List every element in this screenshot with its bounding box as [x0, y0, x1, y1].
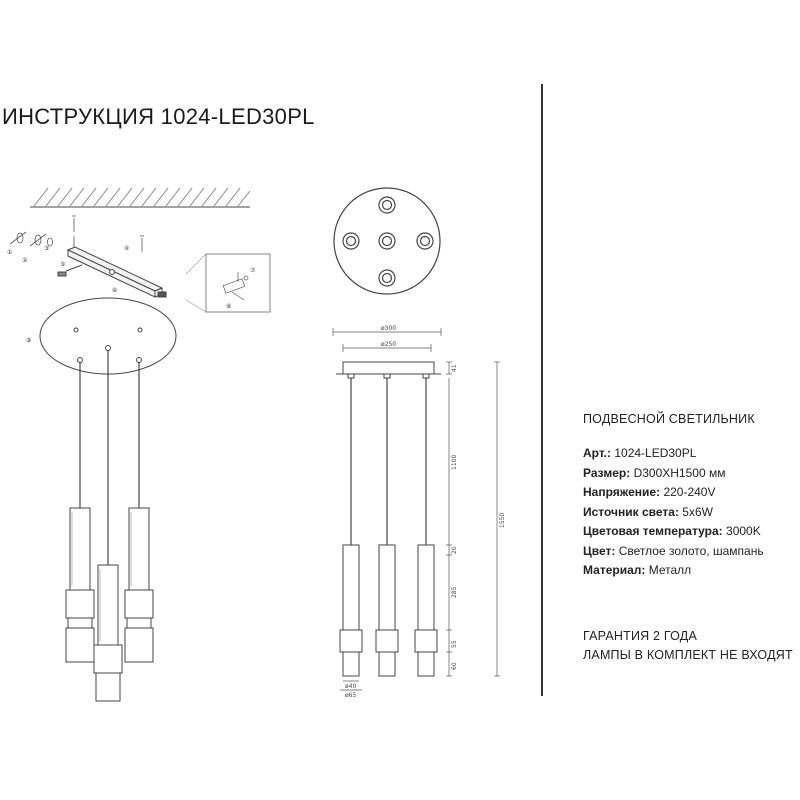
- spec-value: 3000K: [726, 524, 761, 538]
- product-type: ПОДВЕСНОЙ СВЕТИЛЬНИК: [583, 412, 755, 426]
- pendant-center: [94, 350, 122, 701]
- spec-label: Цветовая температура:: [583, 524, 723, 538]
- spec-label: Источник света:: [583, 504, 679, 519]
- dim-total-height: 1550: [499, 512, 506, 528]
- spec-value: 1024-LED30PL: [614, 446, 697, 460]
- callout-7: ⑦: [250, 267, 256, 274]
- spec-row: [583, 522, 798, 542]
- ceiling: [30, 188, 250, 207]
- spec-row: [583, 561, 798, 581]
- dim-bottom: 60: [451, 662, 458, 670]
- spec-value: D300XH1500 мм: [633, 465, 726, 480]
- front-pendant-3: [415, 378, 437, 676]
- spec-row: [583, 444, 798, 464]
- dim-small-diameter: ø40: [345, 683, 357, 690]
- spec-value: 5х6W: [682, 504, 713, 519]
- notes-block: [583, 627, 793, 665]
- dim-gap: 20: [451, 546, 458, 554]
- dim-canopy-height: 41: [451, 364, 458, 372]
- canopy-top-view: [334, 188, 440, 294]
- dim-canopy-inner: ø250: [381, 341, 397, 348]
- front-pendant-2: [376, 378, 398, 676]
- callout-1: ①: [7, 249, 13, 256]
- callout-5: ⑤: [60, 261, 66, 268]
- pendant-left: [66, 362, 94, 662]
- spec-label: Размер:: [583, 465, 631, 480]
- callout-4: ④: [124, 245, 130, 252]
- spec-label: Напряжение:: [583, 485, 661, 499]
- pendant-right: [125, 362, 153, 662]
- front-pendant-1: [340, 378, 362, 676]
- vertical-divider: [541, 84, 543, 696]
- dim-cable: 1100: [451, 454, 458, 470]
- spec-row: [583, 483, 798, 503]
- callout-6: ⑥: [112, 287, 118, 294]
- spec-row: [583, 464, 798, 484]
- page-title: ИНСТРУКЦИЯ 1024-LED30PL: [2, 104, 315, 129]
- warranty-note: ГАРАНТИЯ 2 ГОДА: [583, 629, 697, 643]
- spec-row: [583, 503, 798, 523]
- callout-9: ⑨: [26, 337, 32, 344]
- spec-value: Металл: [648, 563, 692, 577]
- callout-8: ⑧: [226, 303, 232, 310]
- callout-2: ②: [22, 257, 28, 264]
- dim-ring: 55: [451, 640, 458, 648]
- spec-label: Арт.:: [583, 446, 611, 460]
- callout-3: ③: [44, 245, 50, 252]
- spec-value: 220-240V: [663, 485, 716, 499]
- spec-sheet: [583, 412, 798, 581]
- dim-canopy-outer: ø300: [381, 325, 397, 332]
- lamps-note: ЛАМПЫ В КОМПЛЕКТ НЕ ВХОДЯТ: [583, 648, 793, 662]
- spec-row: [583, 542, 798, 562]
- spec-label: Цвет:: [583, 543, 616, 558]
- spec-label: Материал:: [583, 563, 646, 577]
- spec-value: Светлое золото, шампань: [618, 543, 764, 558]
- dim-tube: 285: [451, 586, 458, 598]
- front-canopy: [336, 362, 441, 378]
- dim-large-diameter: ø65: [345, 692, 357, 699]
